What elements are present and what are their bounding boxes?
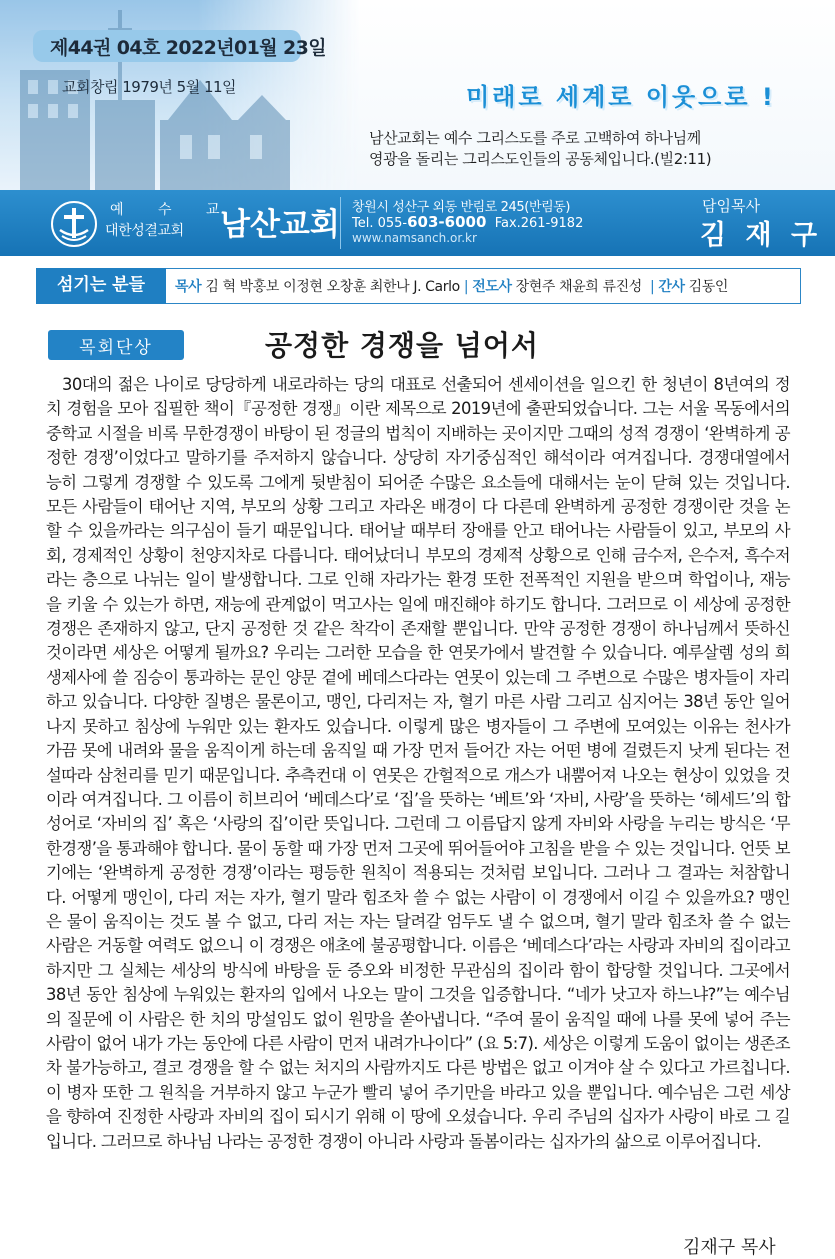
pastor-names: 김 혁 박홍보 이정현 오창훈 최한나 J. Carlo — [205, 279, 460, 295]
tel-main: 603-6000 — [407, 213, 487, 231]
church-slogan: 미래로 세계로 이웃으로 ! — [466, 83, 776, 111]
church-phone — [352, 213, 583, 231]
denomination-bottom: 대한성결교회 — [105, 223, 184, 239]
church-emblem-icon — [50, 200, 98, 248]
role-staff: 간사 — [658, 279, 685, 295]
mission-statement — [369, 128, 809, 170]
role-pastor: 목사 — [175, 279, 202, 295]
church-website[interactable]: www.namsanch.or.kr — [352, 231, 477, 245]
author-signature: 김재구 목사 — [683, 1237, 776, 1258]
evangelist-names: 장현주 채윤희 류진성 — [515, 279, 642, 295]
separator: | — [649, 279, 655, 295]
mission-line-2: 영광을 돌리는 그리스도인들의 공동체입니다.(빌2:11) — [369, 150, 712, 168]
denomination-top: 예 수 교 — [110, 202, 235, 218]
mission-line-1: 남산교회는 예수 그리스도를 주로 고백하여 하나님께 — [369, 129, 701, 147]
church-address: 창원시 성산구 외동 반림로 245(반림동) — [352, 200, 571, 215]
servers-label: 섬기는 분들 — [36, 268, 166, 304]
article-body: 30대의 젊은 나이로 당당하게 내로라하는 당의 대표로 선출되어 센세이션을 일으킨 한 청년이 8년여의 정치 경험을 모아 집필한 책이『공정한 경쟁』이란 제목으로 2019년에 출판되었습니다. 그는 서울 목동에서의 중학교 시절을 비록 무한경쟁이 바탕이 된 정글의 법칙이 지배하는 곳이지만 그때의 성적 경쟁이 ‘완벽하게 공정한 경쟁’이었다고 말하기를 주저하지 않습니다. 상당히 자기중심적인 해석이라 여겨집니다. 경쟁대열에서 능히 그렇게 경쟁할 수 있도록 그에게 뒷받침이 되어준 수많은 요소들에 대해서는 눈이 닫혀 있는 것입니다. 모든 사람들이 태어난 지역, 부모의 상황 그리고 자라온 배경이 다 다른데 완벽하게 공정한 경쟁이란 것을 논할 수 있을까라는 의구심이 들기 때문입니다. 태어날 때부터 장애를 안고 태어나는 사람들이 있고, 부모의 사회, 경제적인 상황이 천양지차로 다릅니다. 태어났더니 부모의 경제적 상황으로 인해 금수저, 은수저, 흑수저라는 층으로 나뉘는 일이 발생합니다. 그로 인해 자라가는 환경 또한 전폭적인 지원을 받으며 학업이나, 재능을 키울 수 있는가 하면, 재능에 관계없이 먹고사는 일에 매진해야 하기도 합니다. 그러므로 이 세상에 공정한 경쟁은 존재하지 않고, 단지 공정한 것 같은 착각이 존재할 뿐입니다. 만약 공정한 경쟁이 하나님께서 뜻하신 것이라면 세상은 어떻게 될까요? 우리는 그러한 모습을 한 연못가에서 발견할 수 있습니다. 예루살렘 성의 희생제사에 쓸 짐승이 통과하는 문인 양문 곁에 베데스다라는 연못이 있는데 그 주변으로 수많은 병자들이 자리하고 있습니다. 다양한 질병은 물론이고, 맹인, 다리저는 자, 혈기 마른 사람 그리고 심지어는 38년 동안 일어나지 못하고 침상에 누워만 있는 환자도 있습니다. 이렇게 많은 병자들이 그 주변에 모여있는 이유는 천사가 가끔 못에 내려와 물을 움직이게 하는데 움직일 때 가장 먼저 들어간 자는 어떤 병에 걸렸든지 낫게 된다는 전설따라 삼천리를 믿기 때문입니다. 추측컨대 이 연못은 간헐적으로 개스가 내뿜어져 나오는 현상이 있었을 것이라 여겨집니다. 그 이름이 히브리어 ‘베데스다’로 ‘집’을 뜻하는 ‘베트’와 ‘자비, 사랑’을 뜻하는 ‘헤세드’의 합성어로 ‘자비의 집’ 혹은 ‘사랑의 집’이란 뜻입니다. 그런데 그 이름답지 않게 자비와 사랑을 누리는 방식은 ‘무한경쟁’을 통과해야 합니다. 물이 동할 때 가장 먼저 그곳에 뛰어들어야 고침을 받을 수 있는 것입니다. 언뜻 보기에는 ‘완벽하게 공정한 경쟁’이라는 평등한 원칙이 적용되는 것처럼 보입니다. 그러나 그 결과는 처참합니다. 어떻게 맹인이, 다리 저는 자가, 혈기 말라 힘조차 쓸 수 없는 사람이 이 경쟁에서 이길 수 있을까요? 맹인은 물이 움직이는 것도 볼 수 없고, 다리 저는 자는 달려갈 엄두도 낼 수 없으며, 혈기 말라 힘조차 쓸 수 없는 사람은 거동할 여력도 없으니 이 경쟁은 애초에 불공평합니다. 이름은 ‘베데스다’라는 사랑과 자비의 집이라고 하지만 그 실체는 세상의 방식에 바탕을 둔 증오와 비정한 무관심의 집이라 함이 합당할 것입니다. 그곳에서 38년 동안 침상에 누워있는 환자의 입에서 나오는 말이 그것을 입증합니다. “네가 낫고자 하느냐?”는 예수님의 질문에 이 사람은 한 치의 망설임도 없이 원망을 쏟아냅니다. “주여 물이 움직일 때에 나를 못에 넣어 주는 사람이 없어 내가 가는 동안에 다른 사람이 먼저 내려가나이다” (요 5:7). 세상은 이렇게 도움이 없이는 생존조차 불가능하고, 결코 경쟁을 할 수 없는 처지의 사람까지도 다른 방법은 없고 이겨야 살 수 있다고 가르칩니다. 이 병자 또한 그 원칙을 거부하지 않고 누군가 빨리 넣어 주기만을 바라고 있을 뿐입니다. 예수님은 그런 세상을 향하여 진정한 사랑과 자비의 집이 되시기 위해 이 땅에 오셨습니다. 우리 주님의 십자가 사랑이 바로 그 길입니다. 그러므로 하나님 나라는 공정한 경쟁이 아니라 사랑과 돌봄이라는 십자가의 삶으로 이루어집니다. — [46, 375, 790, 1151]
issue-info: 제44권 04호 2022년01월 23일 — [50, 37, 327, 59]
divider — [340, 197, 341, 249]
section-tag: 목회단상 — [79, 338, 153, 358]
fax-number: Fax.261-9182 — [494, 216, 584, 231]
role-evangelist: 전도사 — [472, 279, 512, 295]
church-name: 남산교회 — [220, 207, 340, 243]
pastor-title: 담임목사 — [702, 197, 760, 215]
servers-list — [175, 276, 728, 296]
header-hero — [0, 0, 835, 190]
staff-names: 김동인 — [688, 279, 729, 295]
separator: | — [463, 279, 469, 295]
tel-prefix: Tel. 055- — [352, 216, 408, 231]
pastor-name: 김 재 구 — [700, 220, 823, 251]
article-title: 공정한 경쟁을 넘어서 — [265, 329, 539, 362]
founding-date: 교회창립 1979년 5월 11일 — [62, 78, 237, 96]
